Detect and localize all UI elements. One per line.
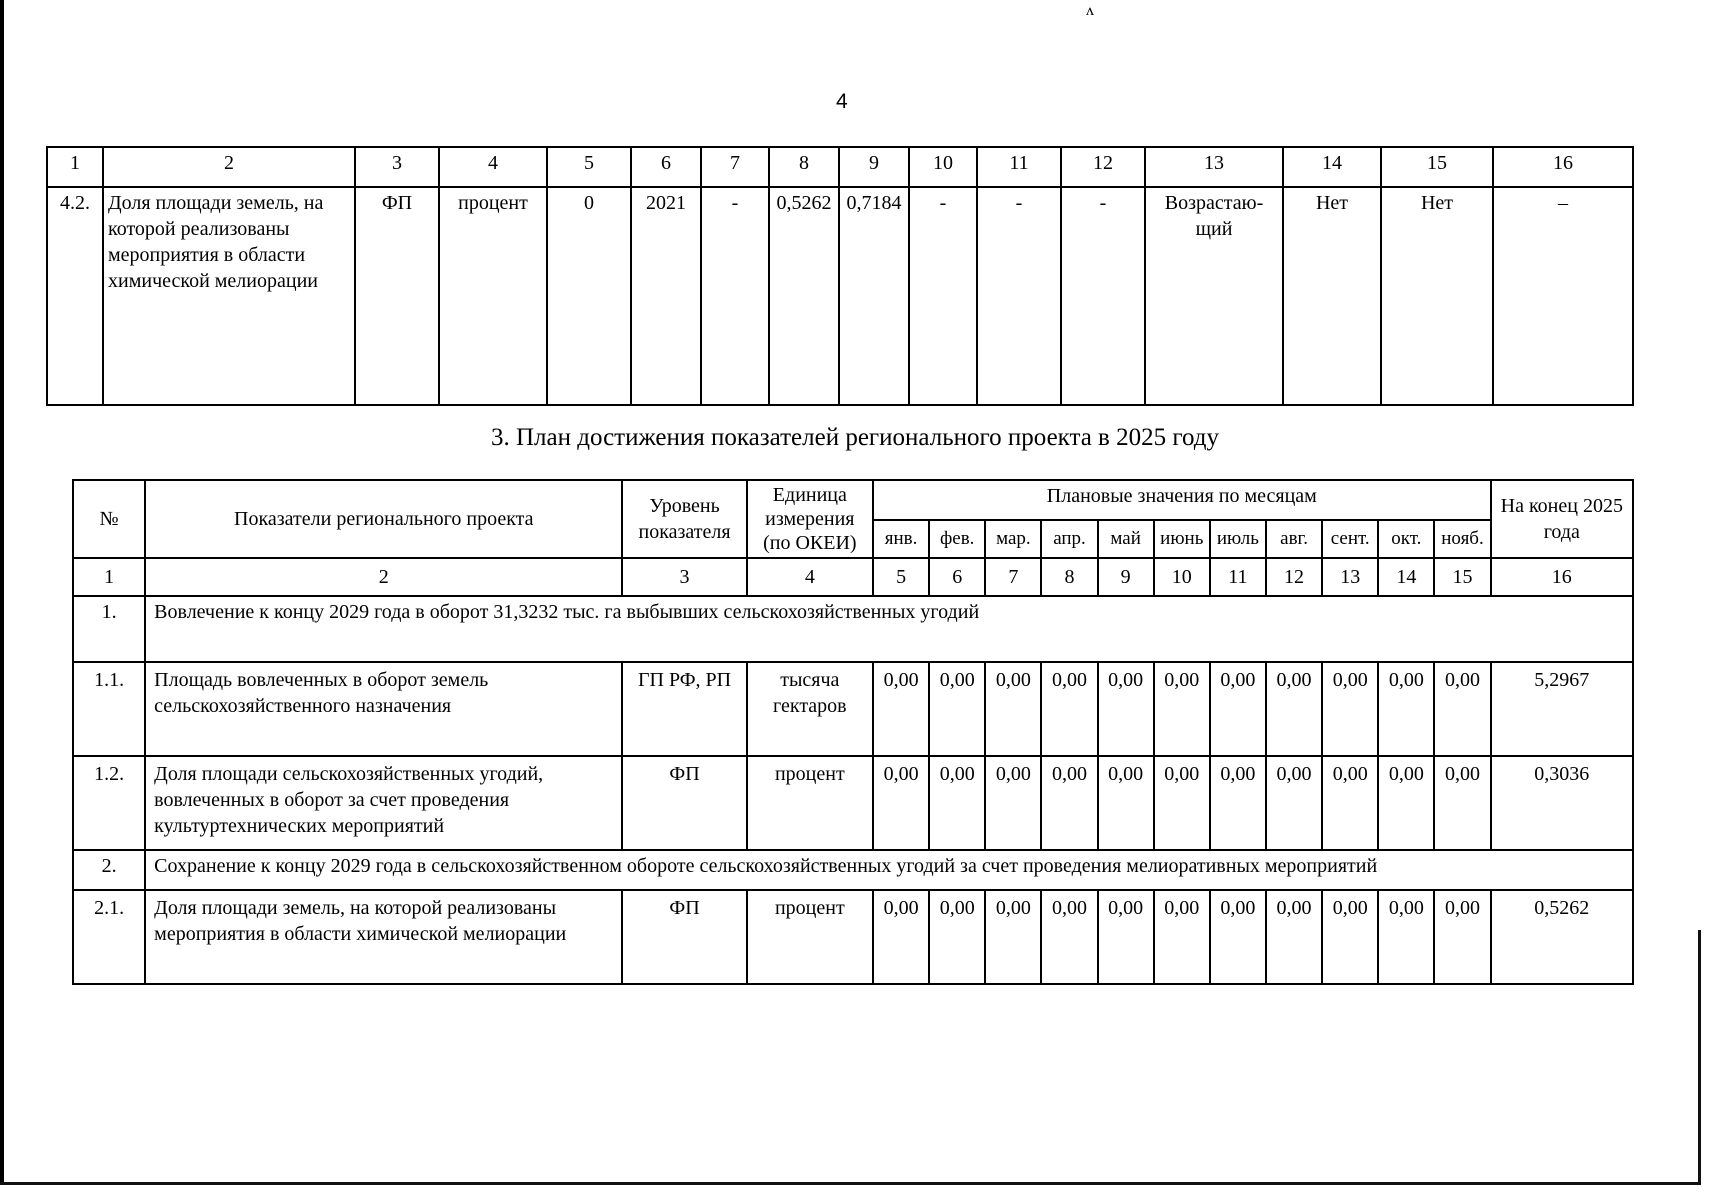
month-value: 0,00 (1154, 756, 1210, 850)
section-row (73, 850, 1633, 890)
column-number-row (73, 558, 1633, 596)
month-value: 0,00 (929, 756, 985, 850)
table-row (73, 890, 1633, 984)
month-value: 0,00 (873, 662, 929, 756)
indicator-unit: процент (439, 187, 547, 405)
month-value: 0,00 (1322, 662, 1378, 756)
cell-value: – (1493, 187, 1633, 405)
indicator-unit: процент (747, 890, 873, 984)
section-title-cell: Вовлечение к концу 2029 года в оборот 31,3232 тыс. га выбывших сельскохозяйственных угодий (145, 596, 1633, 662)
header-unit: Единица измерения (по ОКЕИ) (747, 480, 873, 558)
month-value: 0,00 (1041, 756, 1097, 850)
row-number: 4.2. (47, 187, 103, 405)
col-number: 3 (622, 558, 746, 596)
section-title: 3. План достижения показателей регионального проекта в 2025 году (490, 424, 1219, 451)
indicator-name: Доля площади земель, на которой реализованы мероприятия в области химической мелиорации (103, 187, 355, 405)
scan-border-bottom (0, 1182, 1700, 1185)
month-value: 0,00 (929, 890, 985, 984)
header-row (73, 480, 1633, 520)
indicator-level: ФП (622, 890, 746, 984)
col-number: 6 (929, 558, 985, 596)
indicator-level: ФП (355, 187, 439, 405)
month-label: окт. (1378, 520, 1434, 558)
col-number: 8 (769, 147, 839, 187)
cell-value: 0,7184 (839, 187, 909, 405)
month-value: 0,00 (1210, 890, 1266, 984)
indicator-name: Доля площади земель, на которой реализованы мероприятия в области химической мелиорации (145, 890, 622, 984)
section-row (73, 596, 1633, 662)
col-number: 10 (909, 147, 977, 187)
month-value: 0,00 (1266, 662, 1322, 756)
cell-value: - (909, 187, 977, 405)
col-number: 13 (1322, 558, 1378, 596)
month-label: нояб. (1434, 520, 1490, 558)
cell-value: - (701, 187, 769, 405)
section-number: 2. (73, 850, 145, 890)
col-number: 8 (1041, 558, 1097, 596)
indicator-unit: процент (747, 756, 873, 850)
scan-border-right (1698, 930, 1701, 1185)
col-number: 7 (701, 147, 769, 187)
col-number: 12 (1061, 147, 1145, 187)
month-label: июль (1210, 520, 1266, 558)
col-number: 15 (1381, 147, 1493, 187)
month-value: 0,00 (1098, 890, 1154, 984)
col-number: 4 (439, 147, 547, 187)
month-value: 0,00 (1434, 662, 1490, 756)
month-label: авг. (1266, 520, 1322, 558)
header-monthly: Плановые значения по месяцам (873, 480, 1491, 520)
col-number: 11 (1210, 558, 1266, 596)
row-number: 2.1. (73, 890, 145, 984)
month-value: 0,00 (1434, 890, 1490, 984)
month-value: 0,00 (1041, 890, 1097, 984)
row-number: 1.1. (73, 662, 145, 756)
col-number: 5 (873, 558, 929, 596)
plan-table (72, 479, 1634, 985)
header-name: Показатели регионального проекта (145, 480, 622, 558)
month-value: 0,00 (1210, 662, 1266, 756)
month-label: май (1098, 520, 1154, 558)
section-title-cell: Сохранение к концу 2029 года в сельскохозяйственном обороте сельскохозяйственных угодий за счет проведения мелиоративных мероприятий (145, 850, 1633, 890)
month-value: 0,00 (1041, 662, 1097, 756)
trend-value: Возрастаю-щий (1145, 187, 1283, 405)
month-value: 0,00 (1210, 756, 1266, 850)
col-number: 12 (1266, 558, 1322, 596)
month-label: сент. (1322, 520, 1378, 558)
month-value: 0,00 (873, 890, 929, 984)
cell-value: 0,5262 (769, 187, 839, 405)
month-label: фев. (929, 520, 985, 558)
col-number: 10 (1154, 558, 1210, 596)
indicator-name: Площадь вовлеченных в оборот земель сельскохозяйственного назначения (145, 662, 622, 756)
scan-border-left (0, 0, 4, 1183)
col-number: 5 (547, 147, 631, 187)
table-row (73, 756, 1633, 850)
indicator-unit: тысяча гектаров (747, 662, 873, 756)
month-value: 0,00 (1378, 756, 1434, 850)
month-label: янв. (873, 520, 929, 558)
cell-value: Нет (1283, 187, 1381, 405)
col-number: 7 (985, 558, 1041, 596)
column-number-row (47, 147, 1633, 187)
month-value: 0,00 (873, 756, 929, 850)
month-value: 0,00 (985, 756, 1041, 850)
cell-value: - (977, 187, 1061, 405)
row-number: 1.2. (73, 756, 145, 850)
month-value: 0,00 (1154, 662, 1210, 756)
indicator-name: Доля площади сельскохозяйственных угодий, вовлеченных в оборот за счет проведения культуртехнических мероприятий (145, 756, 622, 850)
col-number: 4 (747, 558, 873, 596)
header-num: № (73, 480, 145, 558)
col-number: 1 (73, 558, 145, 596)
col-number: 9 (1098, 558, 1154, 596)
month-value: 0,00 (929, 662, 985, 756)
month-value: 0,00 (1098, 662, 1154, 756)
base-value: 0 (547, 187, 631, 405)
cell-value: Нет (1381, 187, 1493, 405)
base-year: 2021 (631, 187, 701, 405)
table-row (73, 662, 1633, 756)
col-number: 2 (103, 147, 355, 187)
month-value: 0,00 (1322, 890, 1378, 984)
end-value: 0,3036 (1491, 756, 1633, 850)
header-end: На конец 2025 года (1491, 480, 1633, 558)
col-number: 9 (839, 147, 909, 187)
month-value: 0,00 (1322, 756, 1378, 850)
month-value: 0,00 (985, 662, 1041, 756)
section-number: 1. (73, 596, 145, 662)
indicator-level: ГП РФ, РП (622, 662, 746, 756)
col-number: 3 (355, 147, 439, 187)
cell-value: - (1061, 187, 1145, 405)
month-value: 0,00 (1434, 756, 1490, 850)
month-value: 0,00 (985, 890, 1041, 984)
col-number: 2 (145, 558, 622, 596)
month-value: 0,00 (1098, 756, 1154, 850)
month-value: 0,00 (1266, 756, 1322, 850)
col-number: 1 (47, 147, 103, 187)
indicator-table-continuation (46, 146, 1634, 406)
col-number: 14 (1378, 558, 1434, 596)
month-label: мар. (985, 520, 1041, 558)
col-number: 14 (1283, 147, 1381, 187)
col-number: 13 (1145, 147, 1283, 187)
end-value: 0,5262 (1491, 890, 1633, 984)
end-value: 5,2967 (1491, 662, 1633, 756)
month-value: 0,00 (1154, 890, 1210, 984)
col-number: 16 (1493, 147, 1633, 187)
month-label: апр. (1041, 520, 1097, 558)
col-number: 15 (1434, 558, 1490, 596)
col-number: 16 (1491, 558, 1633, 596)
month-value: 0,00 (1266, 890, 1322, 984)
month-value: 0,00 (1378, 890, 1434, 984)
header-level: Уровень показателя (622, 480, 746, 558)
page-number: 4 (836, 90, 848, 113)
col-number: 6 (631, 147, 701, 187)
table-row (47, 187, 1633, 405)
indicator-level: ФП (622, 756, 746, 850)
month-value: 0,00 (1378, 662, 1434, 756)
col-number: 11 (977, 147, 1061, 187)
scan-mark: ʌ (1086, 2, 1094, 19)
month-label: июнь (1154, 520, 1210, 558)
